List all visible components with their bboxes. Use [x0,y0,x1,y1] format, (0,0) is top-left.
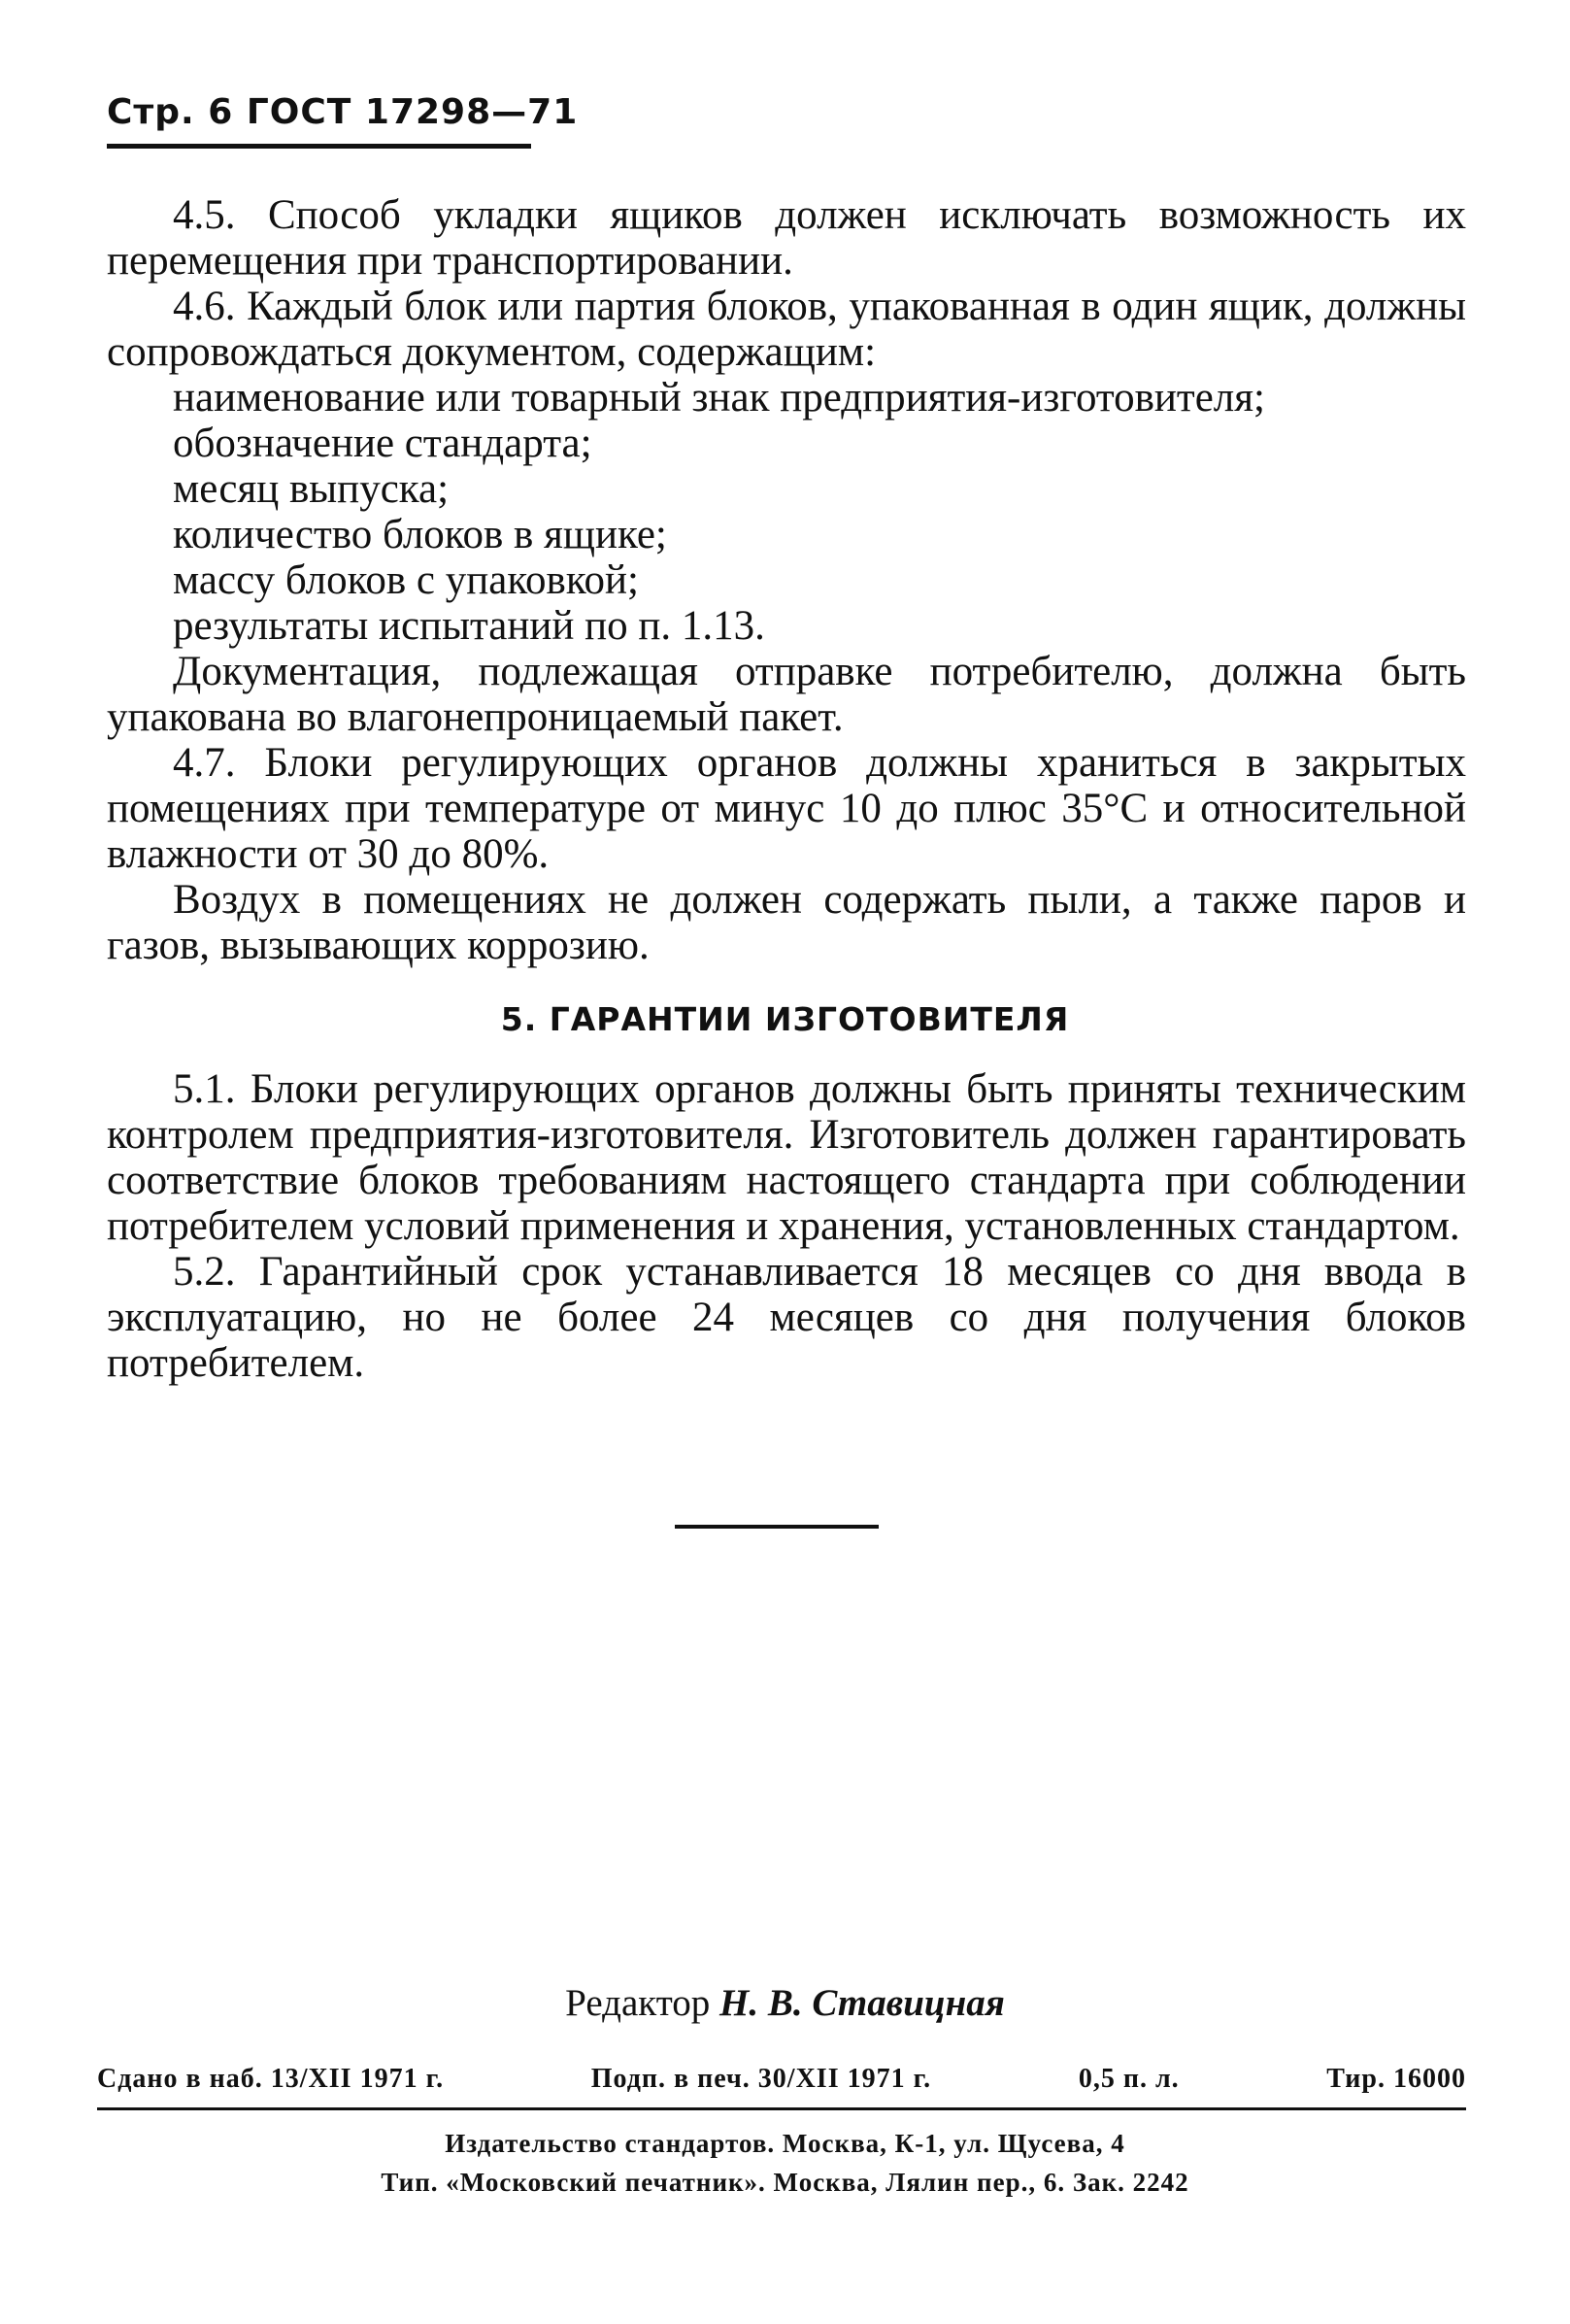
list-item: массу блоков с упаковкой; [173,557,639,603]
printer-line: Тип. «Московский печатник». Москва, Лялин пер., 6. Зак. 2242 [381,2168,1189,2197]
paragraph-documentation: Документация, подлежащая отправке потребителю, должна быть упакована во влагонепроницаемый пакет. [107,649,1466,740]
paragraph-air: Воздух в помещениях не должен содержать пыли, а также паров и газов, вызывающих коррозию. [107,877,1466,968]
imprint-sheets: 0,5 п. л. [1078,2064,1180,2094]
list-item: результаты испытаний по п. 1.13. [173,603,765,649]
section-5-body [107,1066,1466,1386]
paragraph-5-2: 5.2. Гарантийный срок устанавливается 18 месяцев со дня ввода в эксплуатацию, но не более 24 месяцев со дня получения блоков потребителем. [107,1249,1466,1386]
imprint-submitted: Сдано в наб. 13/XII 1971 г. [97,2064,445,2094]
header-rule [107,144,531,149]
editor-label: Редактор [565,1982,711,2024]
imprint-line [97,2064,1466,2095]
imprint-signed: Подп. в печ. 30/XII 1971 г. [590,2064,932,2094]
document-contents-list [107,375,1466,649]
paragraph-5-1: 5.1. Блоки регулирующих органов должны быть приняты техническим контролем предприятия-изготовителя. Изготовитель должен гарантировать соответствие блоков требованиям настоящего стандарта при соблюдении потребителем условий применения и хранения, установленных стандартом. [107,1066,1466,1249]
page-header: Стр. 6 ГОСТ 17298—71 [107,92,579,132]
editor-name: Н. В. Ставицная [719,1982,1005,2024]
list-item: наименование или товарный знак предприятия-изготовителя; [173,375,1265,421]
imprint-print-run: Тир. 16000 [1326,2064,1466,2094]
end-divider [675,1525,879,1529]
editor-line [0,1981,1570,2025]
list-item: количество блоков в ящике; [173,512,667,557]
list-item: месяц выпуска; [173,466,450,512]
paragraph-4-7: 4.7. Блоки регулирующих органов должны храниться в закрытых помещениях при температуре от минус 10 до плюс 35°С и относительной влажности от 30 до 80%. [107,740,1466,877]
list-item: обозначение стандарта; [173,421,592,466]
section-4-body [107,192,1466,968]
publisher-line: Издательство стандартов. Москва, К-1, ул. Щусева, 4 [445,2129,1125,2158]
paragraph-4-5: 4.5. Способ укладки ящиков должен исключать возможность их перемещения при транспортировании. [107,192,1466,284]
paragraph-4-6: 4.6. Каждый блок или партия блоков, упакованная в один ящик, должны сопровождаться документом, содержащим: [107,284,1466,375]
section-5-title: 5. ГАРАНТИИ ИЗГОТОВИТЕЛЯ [500,1000,1070,1038]
imprint-rule [97,2107,1466,2110]
